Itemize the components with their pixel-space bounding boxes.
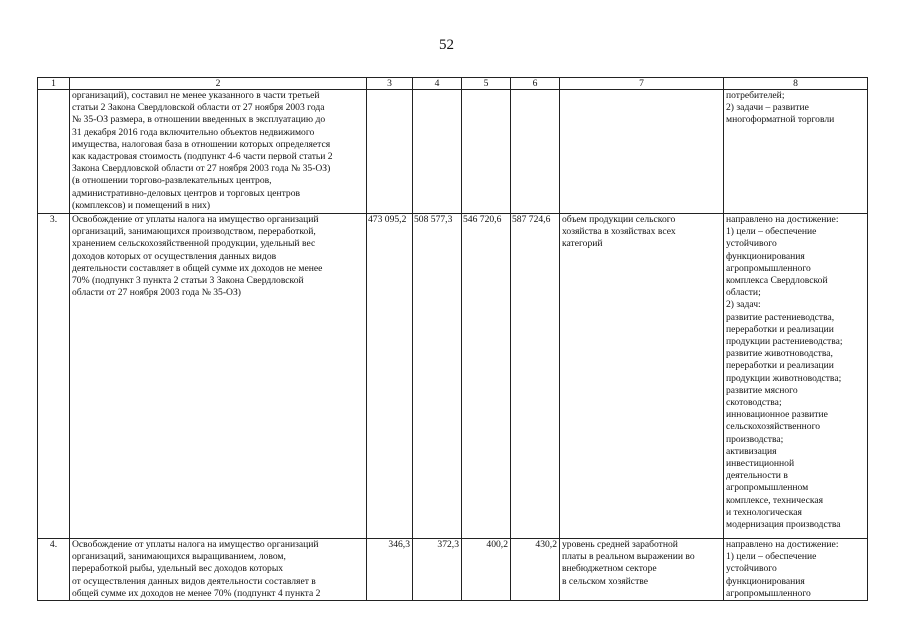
page-number: 52 bbox=[439, 37, 454, 53]
column-header: 1 bbox=[38, 78, 70, 90]
value-col4: 372,3 bbox=[413, 539, 462, 601]
row-number: 3. bbox=[38, 214, 70, 539]
value-col5: 400,2 bbox=[462, 539, 511, 601]
target-indicator: уровень средней заработной платы в реальном выражении во внебюджетном секторе в сельском хозяйстве bbox=[560, 539, 724, 601]
goals-text: направлено на достижение: 1) цели – обеспечение устойчивого функционирования агропромышленного bbox=[724, 539, 868, 601]
target-indicator bbox=[560, 90, 724, 214]
value-col4 bbox=[413, 90, 462, 214]
value-col6: 587 724,6 bbox=[511, 214, 560, 539]
column-header: 4 bbox=[413, 78, 462, 90]
value-col3: 346,3 bbox=[367, 539, 413, 601]
row-number bbox=[38, 90, 70, 214]
benefit-description: Освобождение от уплаты налога на имущество организаций организаций, занимающихся выращиванием, ловом, переработкой рыбы, удельный вес доходов которых от осуществления данных видов деятельности составляет в общей сумме их доходов не менее 70% (подпункт 4 пункта 2 bbox=[70, 539, 367, 601]
column-header: 6 bbox=[511, 78, 560, 90]
value-col3 bbox=[367, 90, 413, 214]
benefit-description: Освобождение от уплаты налога на имущество организаций организаций, занимающихся производством, переработкой, хранением сельскохозяйственной продукции, удельный вес доходов которых от осуществления данных видов деятельности составляет в общей сумме их доходов не менее 70% (подпункт 3 пункта 2 статьи 3 Закона Свердловской области от 27 ноября 2003 года № 35-ОЗ) bbox=[70, 214, 367, 539]
table-row bbox=[38, 214, 868, 539]
benefits-table bbox=[37, 77, 868, 601]
value-col3: 473 095,2 bbox=[367, 214, 413, 539]
table-row bbox=[38, 539, 868, 601]
benefit-description: организаций), составил не менее указанного в части третьей статьи 2 Закона Свердловской области от 27 ноября 2003 года № 35-ОЗ размера, в отношении введенных в эксплуатацию до 31 декабря 2016 года включительно объектов недвижимого имущества, налоговая база в отношении которых определяется как кадастровая стоимость (подпункт 4-6 части первой статьи 2 Закона Свердловской области от 27 ноября 2003 года № 35-ОЗ) (в отношении торгово-развлекательных центров, административно-деловых центров и торговых центров (комплексов) и помещений в них) bbox=[70, 90, 367, 214]
goals-text: потребителей; 2) задачи – развитие многоформатной торговли bbox=[724, 90, 868, 214]
column-header: 8 bbox=[724, 78, 868, 90]
value-col6: 430,2 bbox=[511, 539, 560, 601]
column-header: 7 bbox=[560, 78, 724, 90]
value-col6 bbox=[511, 90, 560, 214]
value-col4: 508 577,3 bbox=[413, 214, 462, 539]
value-col5: 546 720,6 bbox=[462, 214, 511, 539]
row-number: 4. bbox=[38, 539, 70, 601]
column-header: 3 bbox=[367, 78, 413, 90]
column-header: 2 bbox=[70, 78, 367, 90]
column-header: 5 bbox=[462, 78, 511, 90]
target-indicator: объем продукции сельского хозяйства в хозяйствах всех категорий bbox=[560, 214, 724, 539]
table-header-row bbox=[38, 78, 868, 90]
value-col5 bbox=[462, 90, 511, 214]
table-row bbox=[38, 90, 868, 214]
goals-text: направлено на достижение: 1) цели – обеспечение устойчивого функционирования агропромышленного комплекса Свердловской области; 2) задач: развитие растениеводства, переработки и реализации продукции растениеводства; развитие животноводства, переработки и реализации продукции животноводства; развитие мясного скотоводства; инновационное развитие сельскохозяйственного производства; активизация инвестиционной деятельности в агропромышленном комплексе, техническая и технологическая модернизация производства bbox=[724, 214, 868, 539]
